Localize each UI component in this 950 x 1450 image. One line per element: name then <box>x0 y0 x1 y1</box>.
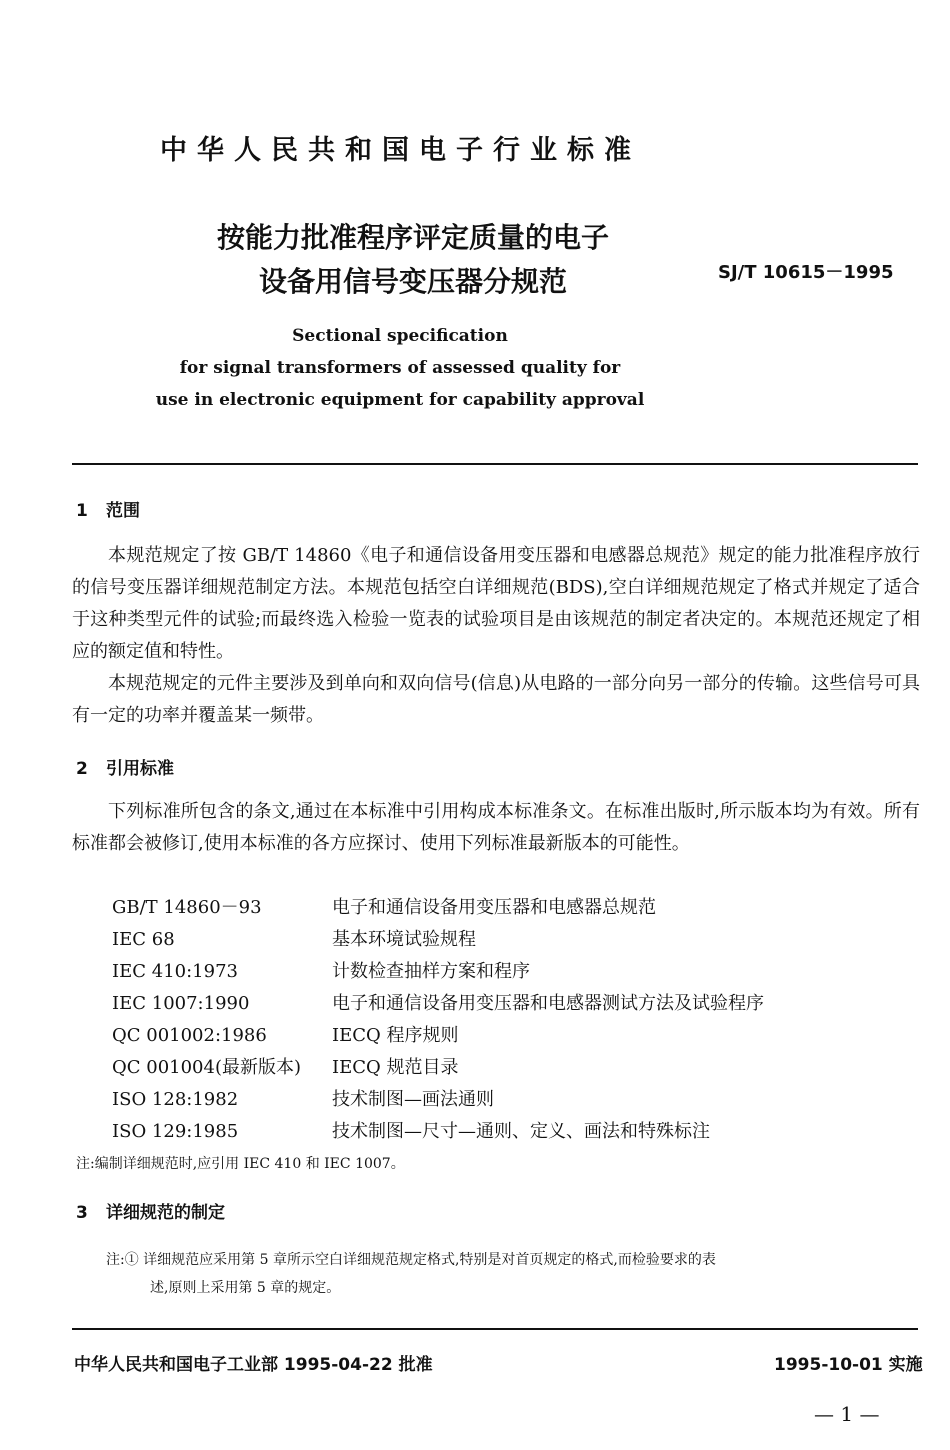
reference-code: ISO 128:1982 <box>112 1089 239 1110</box>
section-1-heading <box>76 496 140 521</box>
standard-number: SJ/T 10615－1995 <box>718 262 894 283</box>
section-3-note-line-2: 述,原则上采用第 5 章的规定。 <box>150 1280 341 1296</box>
section-2-heading <box>76 754 174 779</box>
section-3-number: 3 <box>76 1203 88 1223</box>
reference-title: 计数检查抽样方案和程序 <box>332 961 530 982</box>
english-title-line-1: Sectional specification <box>292 326 508 346</box>
section-1-title: 范围 <box>106 501 140 521</box>
reference-item <box>112 988 912 1020</box>
section-2-title: 引用标准 <box>106 759 174 779</box>
standard-category-heading: 中华人民共和国电子行业标准 <box>160 135 641 166</box>
reference-code: GB/T 14860－93 <box>112 897 262 918</box>
reference-item <box>112 1116 912 1148</box>
reference-title: 技术制图—尺寸—通则、定义、画法和特殊标注 <box>332 1121 710 1142</box>
reference-code: ISO 129:1985 <box>112 1121 239 1142</box>
reference-item <box>112 956 912 988</box>
approval-line: 中华人民共和国电子工业部 1995-04-22 批准 <box>74 1355 433 1375</box>
effective-date: 1995-10-01 实施 <box>774 1355 923 1375</box>
reference-code: QC 001002:1986 <box>112 1025 267 1046</box>
reference-code: QC 001004(最新版本) <box>112 1057 302 1078</box>
section-3-note-line-1: 注:① 详细规范应采用第 5 章所示空白详细规范规定格式,特别是对首页规定的格式,而检验要求的表 <box>106 1252 716 1268</box>
reference-title: 电子和通信设备用变压器和电感器测试方法及试验程序 <box>332 993 764 1014</box>
bottom-divider <box>72 1328 918 1330</box>
reference-code: IEC 68 <box>112 929 175 950</box>
english-title <box>150 320 650 416</box>
reference-item <box>112 924 912 956</box>
reference-item <box>112 892 912 924</box>
section-2-note: 注:编制详细规范时,应引用 IEC 410 和 IEC 1007。 <box>76 1156 405 1172</box>
reference-list <box>112 892 912 1148</box>
reference-title: 基本环境试验规程 <box>332 929 476 950</box>
page-number: — 1 — <box>814 1402 880 1426</box>
reference-title: 技术制图—画法通则 <box>332 1089 494 1110</box>
reference-code: IEC 410:1973 <box>112 961 238 982</box>
reference-title: IECQ 规范目录 <box>332 1057 459 1078</box>
section-2-paragraph-1: 下列标准所包含的条文,通过在本标准中引用构成本标准条文。在标准出版时,所示版本均为有效。所有标准都会被修订,使用本标准的各方应探讨、使用下列标准最新版本的可能性。 <box>72 801 920 854</box>
section-2-number: 2 <box>76 759 88 779</box>
english-title-line-2: for signal transformers of assessed quality for <box>179 358 621 378</box>
chinese-title-line-1: 按能力批准程序评定质量的电子 <box>216 221 609 254</box>
section-1-number: 1 <box>76 501 88 521</box>
reference-title: 电子和通信设备用变压器和电感器总规范 <box>332 897 656 918</box>
reference-code: IEC 1007:1990 <box>112 993 250 1014</box>
reference-item <box>112 1084 912 1116</box>
reference-title: IECQ 程序规则 <box>332 1025 459 1046</box>
reference-item <box>112 1052 912 1084</box>
chinese-title-line-2: 设备用信号变压器分规范 <box>258 265 567 298</box>
section-3-heading <box>76 1198 225 1223</box>
section-1-paragraph-2: 本规范规定的元件主要涉及到单向和双向信号(信息)从电路的一部分向另一部分的传输。这些信号可具有一定的功率并覆盖某一频带。 <box>72 673 920 726</box>
section-1-paragraph-1: 本规范规定了按 GB/T 14860《电子和通信设备用变压器和电感器总规范》规定的能力批准程序放行的信号变压器详细规范制定方法。本规范包括空白详细规范(BDS),空白详细规范规定了格式并规定了适合于这种类型元件的试验;而最终选入检验一览表的试验项目是由该规范的制定者决定的。本规范还规定了相应的额定值和特性。 <box>72 545 920 662</box>
section-3-title: 详细规范的制定 <box>106 1203 225 1223</box>
top-divider <box>72 463 918 465</box>
english-title-line-3: use in electronic equipment for capability approval <box>155 390 645 410</box>
reference-item <box>112 1020 912 1052</box>
chinese-title <box>178 216 648 304</box>
